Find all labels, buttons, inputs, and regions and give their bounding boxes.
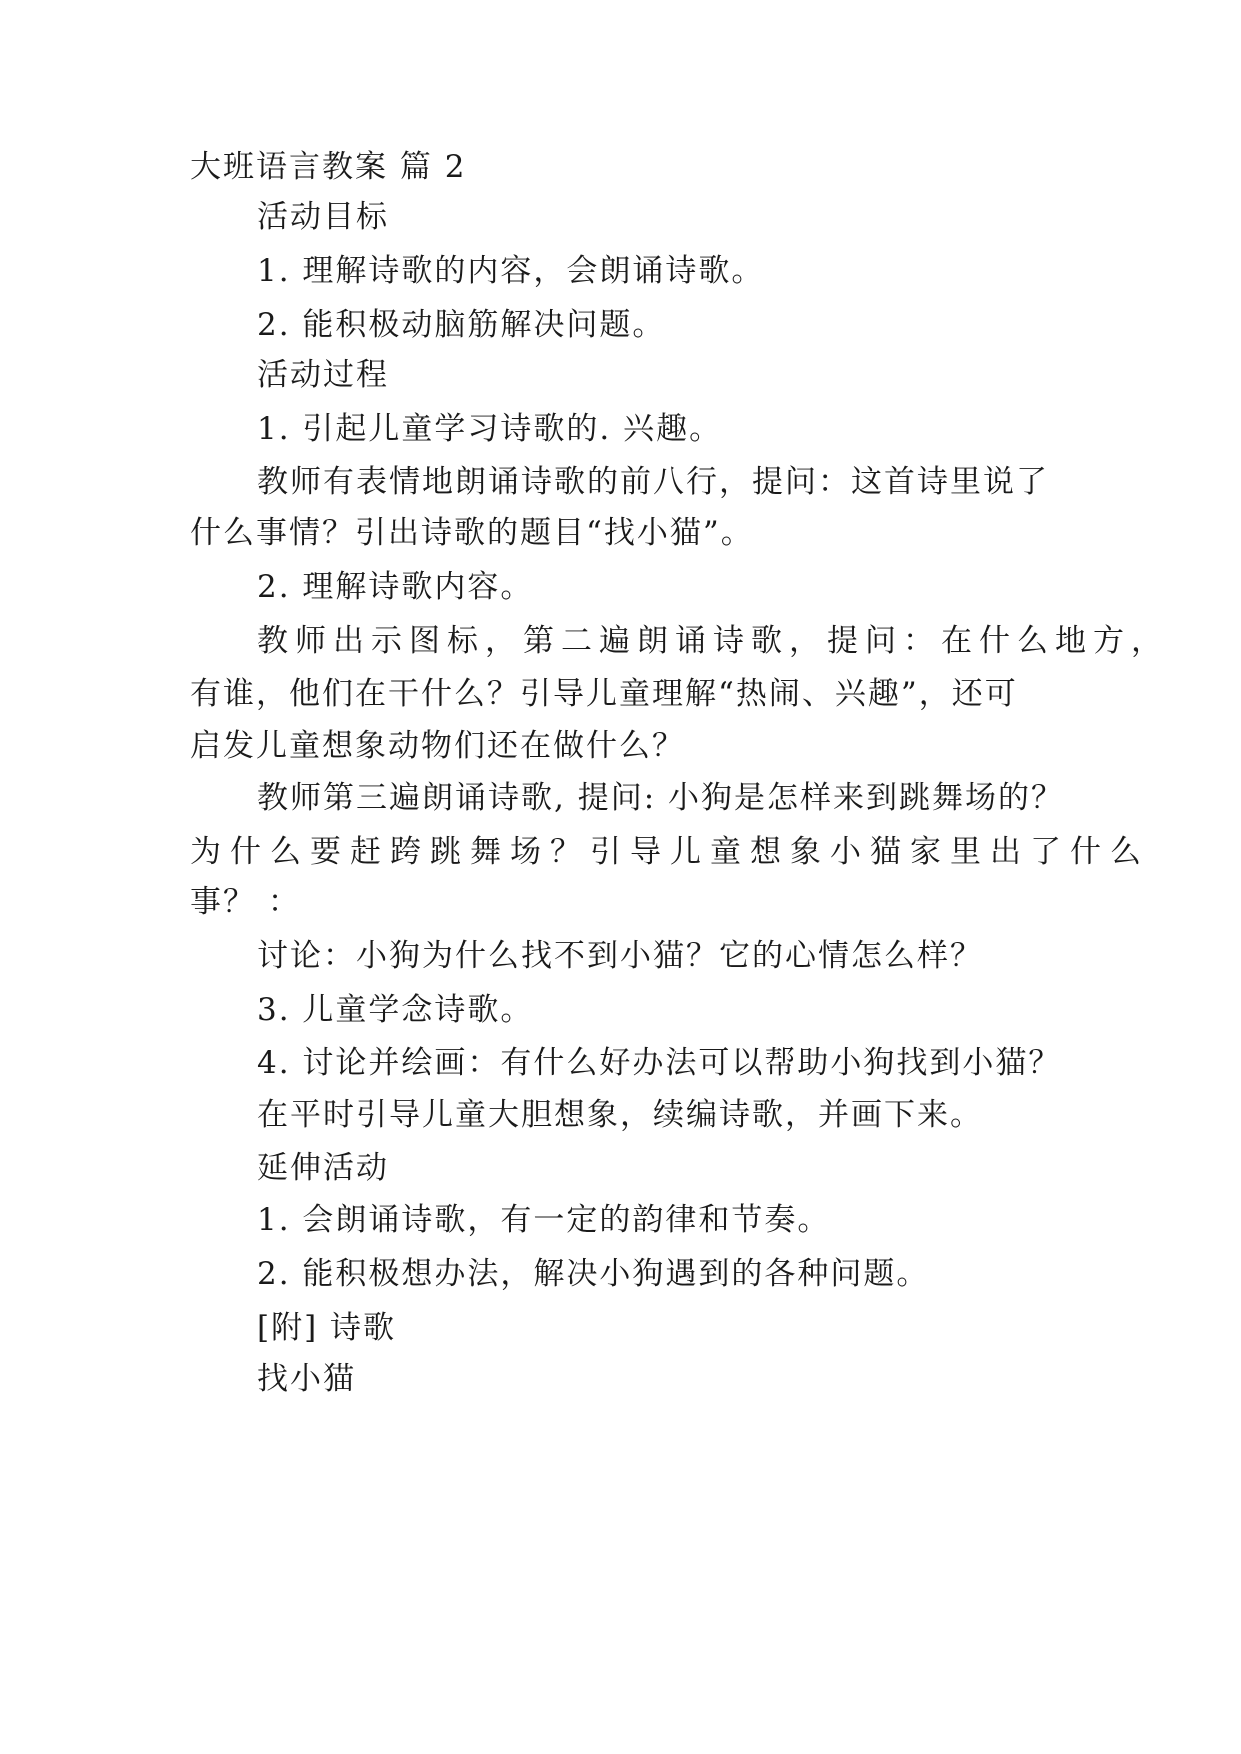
appendix-label: [附] 诗歌: [257, 1310, 397, 1346]
paragraph-line: 启发儿童想象动物们还在做什么？: [190, 728, 685, 764]
extension-heading: 延伸活动: [257, 1150, 389, 1186]
paragraph-line: 教师出示图标，第二遍朗诵诗歌，提问：在什么地方，: [257, 623, 1169, 659]
extension-item-1: 1. 会朗诵诗歌，有一定的韵律和节奏。: [257, 1202, 831, 1238]
goal-item-2: 2. 能积极动脑筋解决问题。: [257, 307, 666, 343]
process-step-2: 2. 理解诗歌内容。: [257, 569, 534, 605]
paragraph-line: 什么事情？引出诗歌的题目“找小猫”。: [190, 515, 754, 551]
paragraph-line: 事？ ：: [190, 884, 301, 920]
goal-item-1: 1. 理解诗歌的内容，会朗诵诗歌。: [257, 253, 765, 289]
paragraph-line: 有谁，他们在干什么？引导儿童理解“热闹、兴趣”，还可: [190, 676, 1018, 712]
paragraph-line: 为什么要赶跨跳舞场？引导儿童想象小猫家里出了什么: [190, 834, 1150, 870]
process-step-1: 1. 引起儿童学习诗歌的. 兴趣。: [257, 411, 723, 447]
poem-title: 找小猫: [257, 1361, 356, 1397]
goals-heading: 活动目标: [257, 199, 389, 235]
process-step-3: 3. 儿童学念诗歌。: [257, 992, 534, 1028]
paragraph-line: 教师有表情地朗诵诗歌的前八行，提问：这首诗里说了: [257, 464, 1049, 500]
process-step-4: 4. 讨论并绘画：有什么好办法可以帮助小狗找到小猫？: [257, 1045, 1062, 1081]
process-heading: 活动过程: [257, 357, 389, 393]
discussion-line: 讨论：小狗为什么找不到小猫？它的心情怎么样？: [257, 938, 983, 974]
document-title: 大班语言教案 篇 2: [190, 149, 467, 185]
paragraph-line: 教师第三遍朗诵诗歌, 提问: 小狗是怎样来到跳舞场的？: [257, 780, 1065, 816]
paragraph-line: 在平时引导儿童大胆想象，续编诗歌，并画下来。: [257, 1097, 983, 1133]
extension-item-2: 2. 能积极想办法，解决小狗遇到的各种问题。: [257, 1256, 930, 1292]
